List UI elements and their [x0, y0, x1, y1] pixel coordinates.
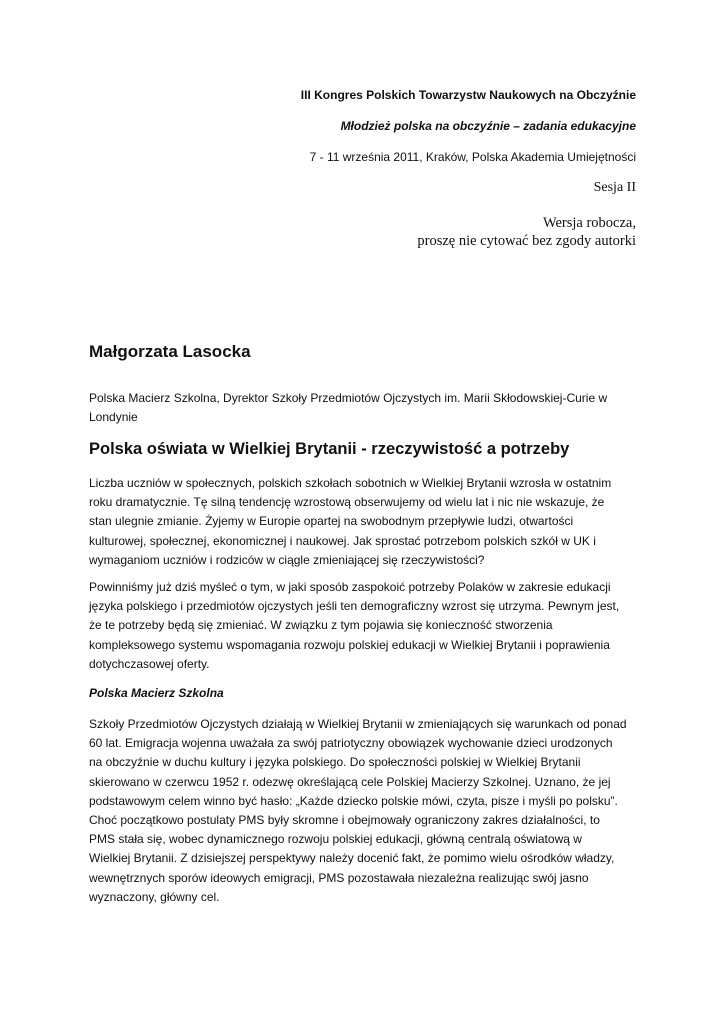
text-line: Szkoły Przedmiotów Ojczystych działają w Wielkiej Brytanii w zmieniających się warunkach od ponad	[89, 717, 627, 731]
text-line: roku dramatycznie. Tę silną tendencję wzrostową obserwujemy od wielu lat i nic nie wskazuje, że	[89, 495, 605, 510]
section-heading: Polska Macierz Szkolna	[89, 686, 224, 700]
conference-title: III Kongres Polskich Towarzystw Naukowych na Obczyźnie	[300, 88, 636, 102]
paragraph-2	[89, 578, 637, 674]
text-line: podstawowym celem winno być hasło: „Każde dziecko polskie mówi, czyta, pisze i myśli po polsku”.	[89, 793, 618, 808]
text-line: wymaganiom uczniów i rodziców w ciągle zmieniającej się rzeczywistości?	[89, 552, 485, 567]
affiliation-line: Londynie	[89, 410, 138, 424]
text-line: kulturowej, społecznej, ekonomicznej i naukowej. Jak sprostać potrzebom polskich szkół w UK i	[89, 533, 596, 548]
session-label: Sesja II	[593, 180, 636, 195]
text-line: Choć początkowo postulaty PMS były skromne i obejmowały ograniczony zakres działalności, to	[89, 813, 600, 828]
text-line: wyznaczony, główny cel.	[89, 889, 220, 904]
text-line: że te potrzeby będą się zmieniać. W związku z tym pojawia się konieczność stworzenia	[89, 618, 553, 633]
text-line: Powinniśmy już dziś myśleć o tym, w jaki sposób zaspokoić potrzeby Polaków w zakresie edukacji	[89, 580, 611, 594]
text-line: stan ulegnie zmianie. Żyjemy w Europie opartej na swobodnym przepływie ludzi, otwartości	[89, 514, 574, 529]
text-line: PMS stała się, wobec dynamicznego rozwoju polskiej edukacji, główną centralą oświatową w	[89, 832, 582, 847]
conference-subtitle: Młodzież polska na obczyźnie – zadania edukacyjne	[340, 119, 636, 133]
text-line: Wielkiej Brytanii. Z dzisiejszej perspektywy należy docenić fakt, że pomimo wielu ośrodków władzy,	[89, 851, 615, 866]
conference-date-place: 7 - 11 września 2011, Kraków, Polska Akademia Umiejętności	[309, 150, 636, 164]
author-name: Małgorzata Lasocka	[89, 342, 251, 361]
paragraph-3	[89, 715, 637, 907]
text-line: Liczba uczniów w społecznych, polskich szkołach sobotnich w Wielkiej Brytanii wzrosła w ostatnim	[89, 476, 612, 490]
article-title: Polska oświata w Wielkiej Brytanii - rzeczywistość a potrzeby	[89, 440, 570, 458]
author-affiliation	[89, 389, 637, 427]
paragraph-1	[89, 474, 637, 570]
text-line: języka polskiego i przedmiotów ojczystych jeśli ten demograficzny wzrost się utrzyma. Pewnym jest,	[89, 599, 620, 614]
text-line: 60 lat. Emigracja wojenna uważała za swój patriotyczny obowiązek wychowanie dzieci urodzonych	[89, 736, 613, 751]
text-line: na obczyźnie w duchu kultury i języka polskiego. Do społeczności polskiej w Wielkiej Brytanii	[89, 755, 581, 770]
text-line: skierowano w czerwcu 1952 r. odezwę określającą cele Polskiej Macierzy Szkolnej. Uznano, że jej	[89, 774, 611, 789]
text-line: kompleksowego systemu wspomagania rozwoju polskiej edukacji w Wielkiej Brytanii i poprawienia	[89, 637, 610, 652]
text-line: wewnętrznych sporów ideowych emigracji, PMS pozostawała niezależna realizując swój jasno	[89, 870, 589, 885]
affiliation-line: Polska Macierz Szkolna, Dyrektor Szkoły Przedmiotów Ojczystych im. Marii Skłodowskiej-Curie w	[89, 391, 608, 405]
text-line: dotychczasowej oferty.	[89, 656, 210, 671]
draft-notice-line: Wersja robocza,	[542, 215, 636, 231]
draft-notice	[417, 214, 636, 250]
draft-notice-line: proszę nie cytować bez zgody autorki	[417, 233, 636, 249]
